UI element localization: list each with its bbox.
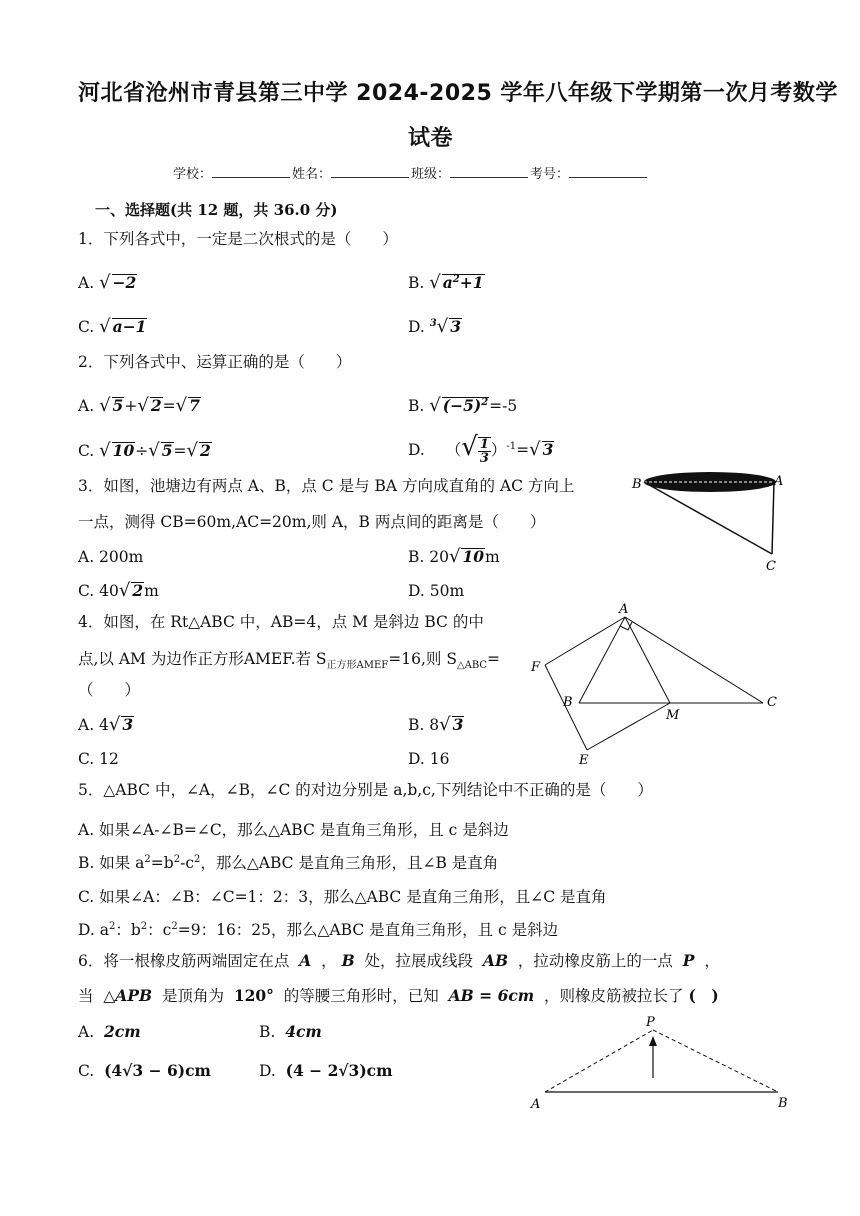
class-label: 班级： [411,167,451,182]
question-4-stem-line1: 4．如图，在 Rt△ABC 中，AB=4，点 M 是斜边 BC 的中 [78,613,484,631]
segment-am [625,617,670,703]
q6-c-label: C. [78,1062,95,1080]
question-5-option-d [78,918,558,940]
radical-icon: √ [429,272,441,293]
q5-d-sup3: 2 [171,920,178,932]
q6-line1-a: 6．将一根橡皮筋两端固定在点 [78,952,290,970]
q3-c-rad: 2 [132,581,144,600]
q1-c-label: C. [78,318,95,336]
math-expression [442,397,489,414]
name-label: 姓名： [292,167,332,182]
radical-icon: √ [99,316,111,337]
question-3-stem-line1: 3．如图，池塘边有两点 A、B，点 C 是与 BA 方向成直角的 AC 方向上 [78,477,575,495]
question-1-option-d [408,316,462,337]
q2-d-exp: -1 [506,440,517,452]
q1-b-rad-tail: +1 [459,273,484,292]
radical-icon: √ [439,714,451,735]
q6-line2-paren: ( ) [688,986,719,1005]
q2-a-plus: + [124,397,138,415]
q6-a-label: A. [78,1023,95,1041]
q2-c-eq: = [173,442,187,460]
question-4-stem-line2 [78,652,500,671]
q6-line2-angle: 120° [233,986,274,1005]
q5-b-post: ，那么△ABC 是直角三角形，且∠B 是直角 [200,854,499,872]
section-heading: 一、选择题(共 12 题，共 36.0 分) [95,201,338,219]
label-a: A [619,603,629,617]
q4-line2-post: = [487,650,501,668]
q4-line2-sub1: 正方形AMEF [326,660,389,672]
question-1-stem: 1．下列各式中，一定是二次根式的是（ ） [78,230,398,248]
q5-d-m2: ：c [147,921,172,939]
radical-icon: √ [175,395,188,416]
radical-icon: √ [436,316,449,337]
q6-line1-P: P [682,951,695,970]
q5-b-pre: B. 如果 a [78,854,145,872]
label-b: B [563,695,573,710]
q1-b-rad-base: a [442,273,453,292]
page-title-continued: 试卷 [408,126,454,151]
q2-a-eq: = [162,397,176,415]
q6-line2-tri: △APB [103,986,153,1005]
radical-icon: √ [186,440,198,461]
math-expression [442,274,485,291]
q2-c-r2: 5 [161,441,173,460]
question-3-option-d: D. 50m [408,582,465,600]
question-5-option-a: A. 如果∠A-∠B=∠C，那么△ABC 是直角三角形，且 c 是斜边 [78,821,509,839]
q6-line2-b: 是顶角为 [161,987,224,1005]
question-1-option-c [78,316,147,337]
question-6-option-b [259,1022,322,1041]
question-2-option-a [78,395,201,416]
q2-d-open: （ [445,441,462,459]
q3-b-post: m [485,548,500,566]
q2-b-rad: (−5) [442,396,482,415]
question-4-option-a [78,714,134,735]
question-3-option-a: A. 200m [78,548,144,566]
q1-a-rad: −2 [112,273,137,292]
question-2-stem: 2．下列各式中、运算正确的是（ ） [78,353,352,371]
question-5-option-c: C. 如果∠A：∠B：∠C=1：2：3，那么△ABC 是直角三角形，且∠C 是直角 [78,888,607,906]
pull-arrow-icon [649,1036,657,1046]
q2-a-r1: 5 [112,396,124,415]
q2-d-r: 3 [542,440,554,459]
label-b: B [778,1096,788,1111]
label-a: A [531,1097,541,1112]
exam-number-label: 考号： [530,167,570,182]
q5-d-post: =9：16：25，那么△ABC 是直角三角形，且 c 是斜边 [177,921,559,939]
question-4-option-c: C. 12 [78,750,119,768]
q1-b-rad-exp: 2 [452,273,460,285]
label-b: B [632,477,642,492]
q2-d-den: 3 [479,451,489,466]
segment-ac [625,617,763,703]
question-3-figure [628,468,788,578]
q5-b-sup1: 2 [144,853,151,865]
segment-pb [653,1030,778,1092]
q6-c-val: (4√3 − 6)cm [104,1061,211,1080]
question-6-stem-line1 [78,953,720,970]
segment-ap [545,1030,653,1092]
radical-icon: √ [461,432,478,462]
q1-a-label: A. [78,274,95,292]
q5-d-pre: D. a [78,921,109,939]
name-blank[interactable] [331,165,409,178]
question-4-figure [525,603,790,768]
question-1-option-b [408,272,485,293]
label-a: A [774,474,784,489]
q2-c-label: C. [78,442,95,460]
q5-b-mid1: =b [150,854,174,872]
q5-d-m1: ：b [115,921,141,939]
q2-d-close: ） [490,441,507,459]
q6-d-val: (4 − 2√3)cm [285,1061,393,1080]
radical-icon: √ [108,714,121,735]
q3-c-post: m [144,582,159,600]
question-3-option-b [408,546,500,567]
question-4-option-b [408,714,464,735]
q2-b-exp: 2 [481,396,489,408]
label-p: P [646,1015,655,1030]
radical-icon: √ [118,580,131,601]
radical-icon: √ [529,439,541,460]
q4-a-pre: A. 4 [78,716,109,734]
math-expression [478,437,491,465]
label-c: C [766,559,776,574]
question-6-option-c [78,1061,211,1080]
page-title: 河北省沧州市青县第三中学 2024-2025 学年八年级下学期第一次月考数学 [78,81,838,106]
q6-line1-AB: AB [482,951,509,970]
q6-line1-b: 处，拉展成线段 [364,952,474,970]
segment-bc [644,482,772,554]
question-6-figure [525,1010,800,1115]
q6-d-label: D. [259,1062,276,1080]
q3-c-pre: C. 40 [78,582,119,600]
q2-b-label: B. [408,397,425,415]
exam-number-blank[interactable] [569,165,647,178]
radical-icon: √ [99,440,111,461]
q6-line2-c: 的等腰三角形时，已知 [283,987,439,1005]
question-2-option-d [408,432,554,465]
q6-line2-eq: AB = 6cm [448,986,535,1005]
student-info-line [173,163,649,182]
radical-icon: √ [137,395,149,416]
radical-icon: √ [148,440,160,461]
question-2-option-c [78,440,212,461]
q4-a-rad: 3 [122,715,134,734]
q2-b-eq: =-5 [489,397,518,415]
label-e: E [579,753,589,768]
q2-d-eq: = [516,441,530,459]
segment-ab [579,617,625,703]
q3-b-rad: 10 [462,547,485,566]
q6-line1-B: B [341,951,355,970]
q4-b-rad: 3 [452,715,464,734]
q2-d-label: D. [408,441,425,459]
q6-b-label: B. [259,1023,276,1041]
question-6-option-a [78,1022,141,1041]
school-blank[interactable] [212,165,290,178]
q1-d-rad: 3 [450,317,461,336]
q5-d-sup1: 2 [108,920,116,932]
q5-b-mid2: -c [180,854,195,872]
segment-em [587,703,670,750]
q6-line1-c: ，拉动橡皮筋上的一点 [517,952,673,970]
q1-c-rad: a−1 [112,317,147,336]
question-4-option-d: D. 16 [408,750,450,768]
q4-line2-mid: =16,则 S [388,650,457,668]
q6-b-val: 4cm [285,1022,322,1041]
q5-b-sup2: 2 [173,853,181,865]
school-label: 学校： [173,167,213,182]
q1-d-index: 3 [429,317,437,329]
q2-c-div: ÷ [135,442,149,460]
question-6-stem-line2 [78,988,719,1005]
radical-icon: √ [99,395,111,416]
question-1-option-a [78,272,137,293]
q4-line2-sub2: △ABC [456,660,488,672]
q4-b-pre: B. 8 [408,716,440,734]
q6-line1-A: A [299,951,312,970]
question-2-option-b [408,395,517,416]
q5-b-sup3: 2 [194,853,201,865]
question-5-stem: 5．△ABC 中，∠A，∠B，∠C 的对边分别是 a,b,c,下列结论中不正确的是（ ） [78,781,653,799]
q2-c-r1: 10 [112,441,135,460]
question-3-stem-line2: 一点，测得 CB=60m,AC=20m,则 A，B 两点间的距离是（ ） [78,513,546,531]
q6-line2-d: ，则橡皮筋被拉长了 [544,987,684,1005]
label-c: C [767,695,777,710]
q3-b-pre: B. 20 [408,548,449,566]
segment-ac [772,482,774,554]
q2-a-r3: 7 [189,396,200,415]
q2-c-r3: 2 [200,441,211,460]
segment-af [545,617,625,665]
q2-d-num: 1 [479,437,489,452]
question-3-option-c [78,580,159,601]
label-f: F [531,660,541,675]
question-4-stem-line3: （ ） [78,681,141,699]
q6-line2-a: 当 [78,987,94,1005]
label-m: M [666,708,680,723]
q1-d-label: D. [408,318,425,336]
q5-d-sup2: 2 [140,920,148,932]
radical-icon: √ [99,272,111,293]
question-6-option-d [259,1061,393,1080]
q6-a-val: 2cm [103,1022,141,1041]
q6-line1-end: ， [704,952,720,970]
question-5-option-b [78,851,498,873]
q1-b-label: B. [408,274,425,292]
q2-a-r2: 2 [150,396,162,415]
q2-a-label: A. [78,397,95,415]
radical-icon: √ [429,395,441,416]
radical-icon: √ [448,546,461,567]
q6-line1-comma: ， [321,952,337,970]
class-blank[interactable] [450,165,528,178]
q4-line2-pre: 点,以 AM 为边作正方形AMEF.若 S [78,650,327,668]
